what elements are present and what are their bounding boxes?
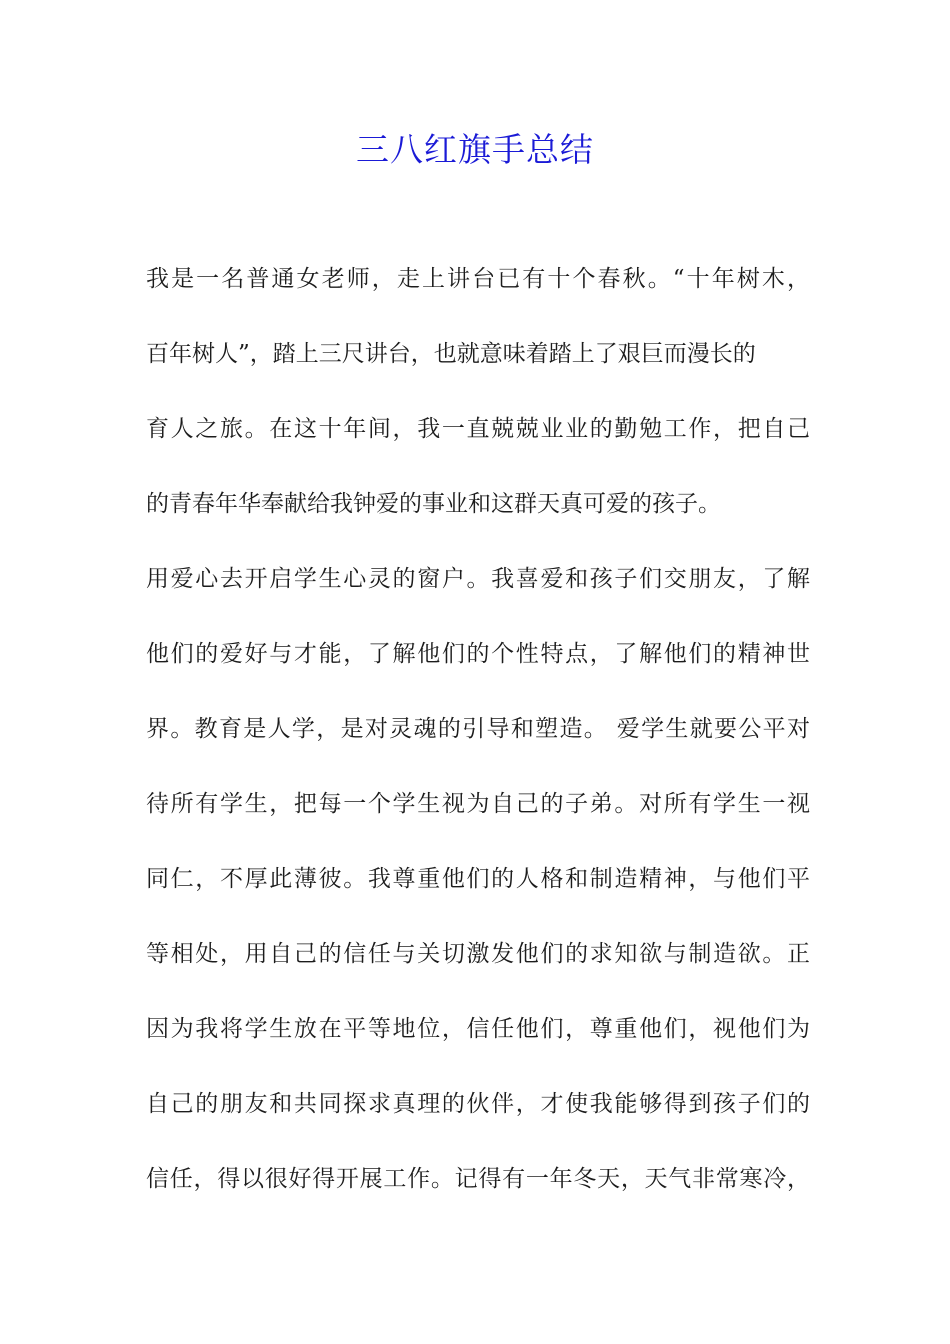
body-line: 育人之旅。在这十年间，我一直兢兢业业的勤勉工作，把自己 bbox=[146, 416, 810, 442]
body-line: 界。教育是人学，是对灵魂的引导和塑造。 爱学生就要公平对 bbox=[146, 716, 810, 742]
body-line: 同仁，不厚此薄彼。我尊重他们的人格和制造精神，与他们平 bbox=[146, 866, 810, 892]
document-body bbox=[146, 255, 810, 1230]
body-line: 百年树人”，踏上三尺讲台，也就意味着踏上了艰巨而漫长的 bbox=[146, 341, 756, 367]
body-line: 待所有学生，把每一个学生视为自己的子弟。对所有学生一视 bbox=[146, 791, 810, 817]
body-line: 自己的朋友和共同探求真理的伙伴，才使我能够得到孩子们的 bbox=[146, 1091, 810, 1117]
body-line: 因为我将学生放在平等地位，信任他们，尊重他们，视他们为 bbox=[146, 1016, 810, 1042]
body-line: 的青春年华奉献给我钟爱的事业和这群天真可爱的孩子。 bbox=[146, 491, 721, 517]
body-line: 信任，得以很好得开展工作。记得有一年冬天，天气非常寒冷， bbox=[146, 1166, 810, 1192]
body-line: 用爱心去开启学生心灵的窗户。我喜爱和孩子们交朋友，了解 bbox=[146, 566, 810, 592]
body-line: 我是一名普通女老师，走上讲台已有十个春秋。“十年树木， bbox=[146, 266, 810, 292]
document-title: 三八红旗手总结 bbox=[356, 130, 594, 169]
body-line: 他们的爱好与才能，了解他们的个性特点，了解他们的精神世 bbox=[146, 641, 810, 667]
body-line: 等相处，用自己的信任与关切激发他们的求知欲与制造欲。正 bbox=[146, 941, 810, 967]
